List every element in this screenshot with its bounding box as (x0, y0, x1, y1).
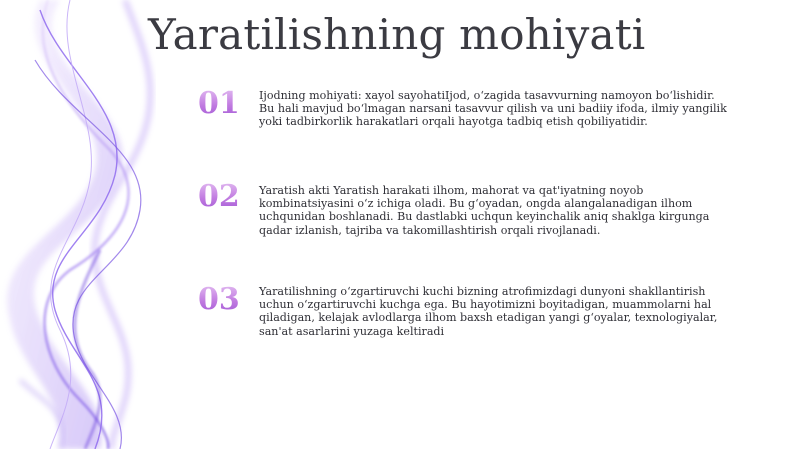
purple-smoke-decoration (0, 0, 200, 449)
item-text: Yaratilishning o‘zgartiruvchi kuchi bizning atrofimizdagi dunyoni shakllantirish uchun o‘zgartiruvchi kuchga ega. Bu hayotimizni boyitadigan, muammolarni hal qiladigan, kelajak avlodlarga ilhom baxsh etadigan yangi g‘oyalar, texnologiyalar, san'at asarlarini yuzaga keltiradi (259, 285, 718, 338)
page-title: Yaratilishning mohiyati (148, 10, 646, 59)
item-text: Yaratish akti Yaratish harakati ilhom, mahorat va qat'iyatning noyob kombinatsiyasini o‘z ichiga oladi. Bu g‘oyadan, ongda alangalanadigan ilhom uchqunidan boshlanadi. Bu dastlabki uchqun keyinchalik aniq shaklga kirgunga qadar izlanish, tajriba va takomillashtirish orqali rivojlanadi. (259, 184, 710, 237)
item-text: Ijodning mohiyati: xayol sayohatiIjod, o‘zagida tasavvurning namoyon bo‘lishidir. Bu hali mavjud bo‘lmagan narsani tasavvur qilish va uni badiiy ifoda, ilmiy yangilik yoki tadbirkorlik harakatlari orqali hayotga tadbiq etish qobiliyatidir. (259, 89, 727, 129)
item-number: 03 (198, 282, 240, 317)
item-number: 02 (198, 179, 240, 214)
item-number: 01 (198, 86, 240, 121)
